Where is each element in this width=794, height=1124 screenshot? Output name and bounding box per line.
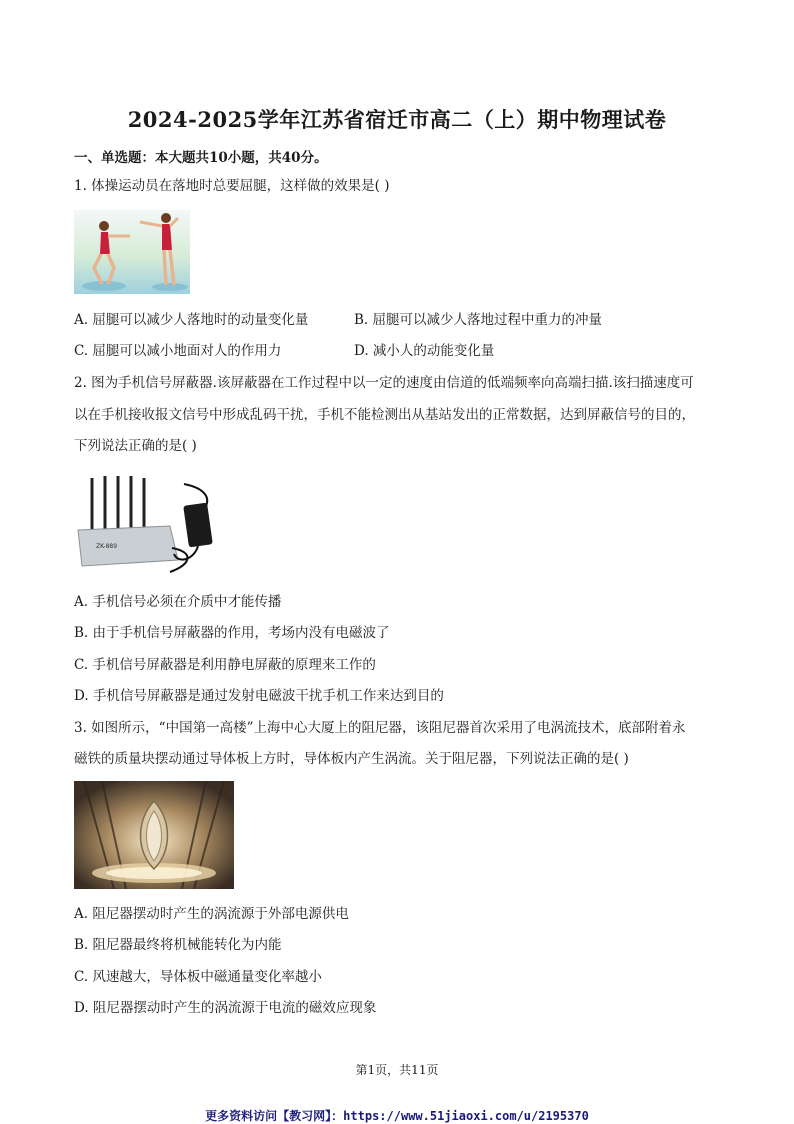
question-2-stem-line-1: 2. 图为手机信号屏蔽器.该屏蔽器在工作过程中以一定的速度由信道的低端频率向高端扫描.该扫描速度可 [74,375,694,391]
q3-option-a: A. 阻尼器摆动时产生的涡流源于外部电源供电 [74,906,349,922]
q2-option-b: B. 由于手机信号屏蔽器的作用，考场内没有电磁波了 [74,625,390,641]
device-label: ZK-889 [96,543,118,550]
question-2-stem-line-3: 下列说法正确的是( ) [74,438,197,454]
page-number: 第1页，共11页 [355,1063,439,1077]
q3-option-b: B. 阻尼器最终将机械能转化为内能 [74,937,282,953]
q2-option-c: C. 手机信号屏蔽器是利用静电屏蔽的原理来工作的 [74,657,376,673]
q1-option-d: D. 减小人的动能变化量 [354,343,495,359]
question-3-stem-line-1: 3. 如图所示，“中国第一高楼”上海中心大厦上的阻尼器，该阻尼器首次采用了电涡流技术，底部附着永 [74,720,686,736]
signal-jammer-image [74,468,224,578]
q3-option-c: C. 风速越大，导体板中磁通量变化率越小 [74,969,322,985]
q1-option-c: C. 屈腿可以减小地面对人的作用力 [74,343,282,359]
q1-option-b: B. 屈腿可以减少人落地过程中重力的冲量 [354,312,603,328]
q3-option-d: D. 阻尼器摆动时产生的涡流源于电流的磁效应现象 [74,1000,377,1016]
damper-image [74,781,234,889]
page-title: 2024-2025学年江苏省宿迁市高二（上）期中物理试卷 [127,107,667,132]
q2-option-d: D. 手机信号屏蔽器是通过发射电磁波干扰手机工作来达到目的 [74,688,444,704]
question-2-stem-line-2: 以在手机接收报文信号中形成乱码干扰，手机不能检测出从基站发出的正常数据，达到屏蔽信号的目的， [74,407,695,423]
question-1-stem: 1. 体操运动员在落地时总要屈腿，这样做的效果是( ) [74,178,390,194]
section-heading: 一、单选题：本大题共10小题，共40分。 [74,150,328,166]
q1-option-a: A. 屈腿可以减少人落地时的动量变化量 [74,312,309,328]
question-3-stem-line-2: 磁铁的质量块摆动通过导体板上方时，导体板内产生涡流。关于阻尼器，下列说法正确的是( ) [74,751,629,767]
resource-link[interactable]: 更多资料访问【教习网】：https://www.51jiaoxi.com/u/2195370 [205,1109,589,1123]
gymnast-image [74,210,190,294]
q2-option-a: A. 手机信号必须在介质中才能传播 [74,594,282,610]
